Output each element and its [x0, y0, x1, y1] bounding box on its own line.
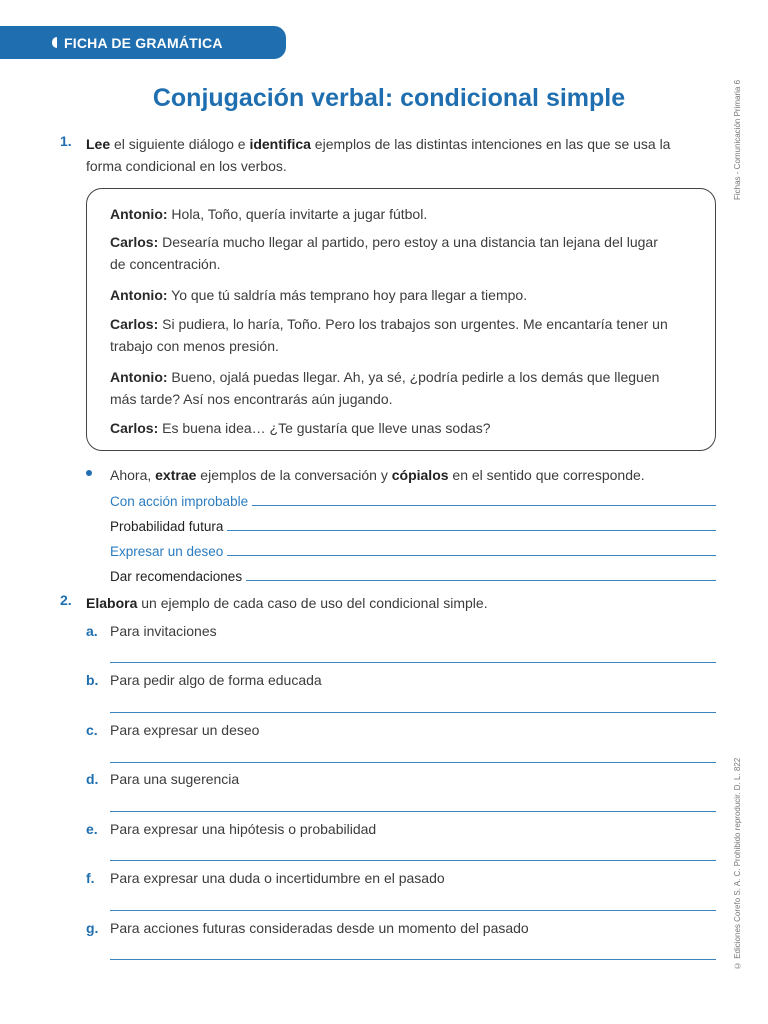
- speech: Bueno, ojalá puedas llegar. Ah, ya sé, ¿podría pedirle a los demás que lleguen: [167, 369, 660, 385]
- q2-text-part: un ejemplo de cada caso de uso del condicional simple.: [137, 595, 488, 611]
- answer-line[interactable]: [227, 555, 716, 556]
- bullet-keyword-extrae: extrae: [155, 467, 197, 483]
- bullet-icon: [86, 466, 94, 474]
- category-row-probabilidad[interactable]: [110, 514, 716, 534]
- bullet-text-part: ejemplos de la conversación y: [196, 467, 392, 483]
- category-label: Probabilidad futura: [110, 519, 224, 534]
- dialogue-line: [110, 203, 695, 225]
- speech: Si pudiera, lo haría, Toño. Pero los trabajos son urgentes. Me encantaría tener un: [158, 316, 668, 332]
- answer-line[interactable]: [227, 530, 716, 531]
- speech: trabajo con menos presión.: [110, 338, 279, 354]
- tab-marker-icon: [52, 37, 57, 48]
- item-letter: b.: [86, 672, 99, 688]
- category-row-improbable[interactable]: [110, 489, 716, 509]
- dialogue-line: [110, 417, 695, 439]
- answer-line-b[interactable]: [110, 712, 716, 713]
- answer-line-c[interactable]: [110, 762, 716, 763]
- answer-line[interactable]: [252, 505, 716, 506]
- exercise-item-g: [86, 917, 529, 939]
- item-letter: d.: [86, 771, 99, 787]
- speech: Es buena idea… ¿Te gustaría que lleve unas sodas?: [158, 420, 491, 436]
- tab-label: FICHA DE GRAMÁTICA: [64, 34, 223, 51]
- item-text: Para una sugerencia: [110, 771, 240, 787]
- exercise-item-b: [86, 669, 322, 691]
- item-text: Para expresar un deseo: [110, 722, 260, 738]
- speaker: Antonio:: [110, 287, 168, 303]
- category-label: Con acción improbable: [110, 494, 249, 509]
- question-2-number: 2.: [60, 592, 72, 608]
- speaker: Carlos:: [110, 316, 159, 332]
- item-letter: c.: [86, 722, 98, 738]
- q1-text-line2: forma condicional en los verbos.: [86, 158, 287, 174]
- item-text: Para invitaciones: [110, 623, 217, 639]
- answer-line[interactable]: [246, 580, 716, 581]
- category-row-deseo[interactable]: [110, 539, 716, 559]
- category-label: Expresar un deseo: [110, 544, 224, 559]
- answer-line-a[interactable]: [110, 662, 716, 663]
- item-letter: a.: [86, 623, 98, 639]
- bullet-instruction: [110, 464, 720, 486]
- answer-line-e[interactable]: [110, 860, 716, 861]
- speaker: Carlos:: [110, 234, 159, 250]
- category-label: Dar recomendaciones: [110, 569, 243, 584]
- q2-keyword-elabora: Elabora: [86, 595, 138, 611]
- speaker: Antonio:: [110, 206, 168, 222]
- question-2-text: [86, 592, 716, 614]
- dialogue-line: [110, 284, 695, 306]
- dialogue-line: [110, 231, 695, 275]
- exercise-item-a: [86, 620, 217, 642]
- item-letter: f.: [86, 870, 95, 886]
- dialogue-line: [110, 313, 695, 357]
- item-letter: e.: [86, 821, 98, 837]
- bullet-keyword-copialos: cópialos: [391, 467, 449, 483]
- q1-keyword-lee: Lee: [86, 136, 111, 152]
- speech: Yo que tú saldría más temprano hoy para llegar a tiempo.: [167, 287, 528, 303]
- speech: de concentración.: [110, 256, 221, 272]
- exercise-item-f: [86, 867, 445, 889]
- worksheet-tab: [0, 26, 286, 59]
- item-text: Para acciones futuras consideradas desde un momento del pasado: [110, 920, 529, 936]
- side-caption-bottom: © Ediciones Corefo S. A. C. Prohibido reproducir. D. L. 822: [733, 757, 742, 970]
- speech: más tarde? Así nos encontrarás aún jugando.: [110, 391, 393, 407]
- exercise-item-e: [86, 818, 376, 840]
- page-title: Conjugación verbal: condicional simple: [152, 84, 626, 112]
- question-1-text: [86, 133, 726, 177]
- speech: Desearía mucho llegar al partido, pero estoy a una distancia tan lejana del lugar: [158, 234, 658, 250]
- exercise-item-d: [86, 768, 239, 790]
- answer-line-g[interactable]: [110, 959, 716, 960]
- item-text: Para expresar una duda o incertidumbre en el pasado: [110, 870, 445, 886]
- side-caption-top: Fichas - Comunicación Primaria 6: [733, 79, 742, 200]
- q1-text-part: ejemplos de las distintas intenciones en las que se usa la: [310, 136, 671, 152]
- bullet-text-part: en el sentido que corresponde.: [448, 467, 645, 483]
- category-row-recomendaciones[interactable]: [110, 564, 716, 584]
- bullet-text-part: Ahora,: [110, 467, 156, 483]
- question-1-number: 1.: [60, 133, 72, 149]
- q1-keyword-identifica: identifica: [249, 136, 311, 152]
- item-text: Para expresar una hipótesis o probabilidad: [110, 821, 377, 837]
- item-text: Para pedir algo de forma educada: [110, 672, 322, 688]
- answer-line-f[interactable]: [110, 910, 716, 911]
- speaker: Carlos:: [110, 420, 159, 436]
- item-letter: g.: [86, 920, 99, 936]
- q1-text-part: el siguiente diálogo e: [110, 136, 250, 152]
- speaker: Antonio:: [110, 369, 168, 385]
- speech: Hola, Toño, quería invitarte a jugar fútbol.: [167, 206, 428, 222]
- dialogue-line: [110, 366, 695, 410]
- answer-line-d[interactable]: [110, 811, 716, 812]
- exercise-item-c: [86, 719, 259, 741]
